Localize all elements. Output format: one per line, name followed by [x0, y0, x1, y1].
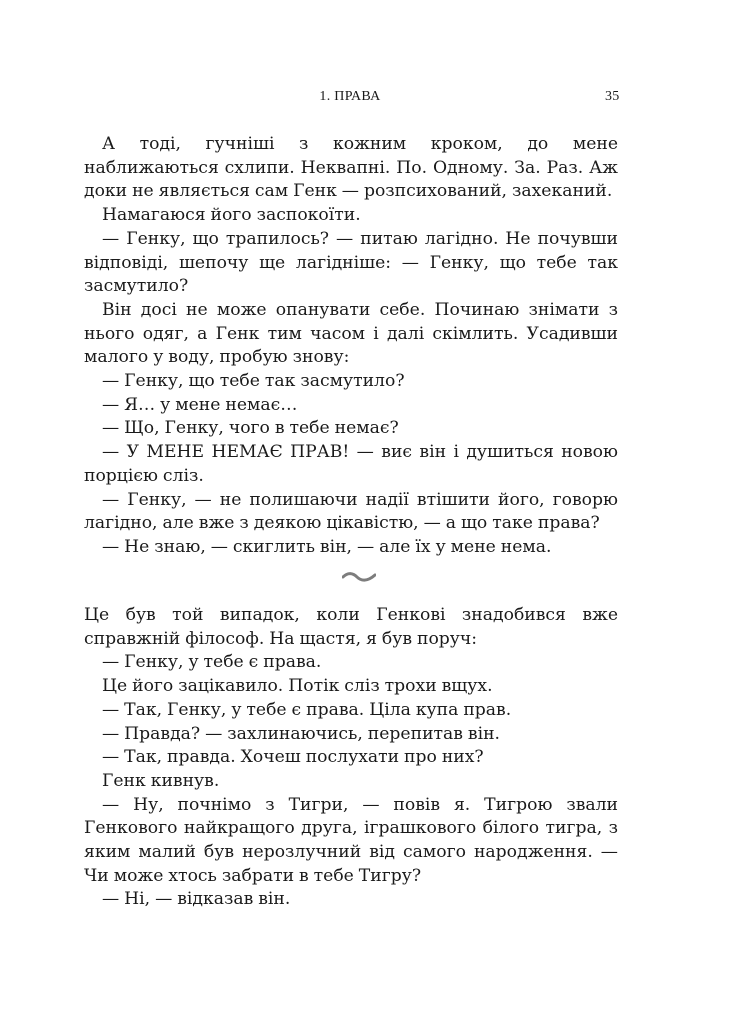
paragraph: — Генку, що тебе так засмутило? [102, 371, 405, 392]
section-2-text [84, 604, 618, 912]
paragraph: Намагаюся його заспокоїти. [102, 205, 361, 226]
paragraph: — Генку, у тебе є права. [102, 652, 322, 673]
wavy-line-ornament-icon [342, 570, 376, 584]
running-title: 1. ПРАВА [319, 89, 381, 104]
paragraph: Це його зацікавило. Потік сліз трохи вщух. [102, 676, 493, 697]
paragraph: — Так, Генку, у тебе є права. Ціла купа прав. [102, 699, 512, 720]
paragraph: Він досі не може опанувати себе. Починаю знімати з нього одяг, а Генк тим часом і далі скімлить. Усадивши малого у воду, пробую знову: [84, 299, 618, 368]
paragraph: — Правда? — захлинаючись, перепитав він. [102, 723, 501, 744]
paragraph: — Я… у мене немає… [102, 394, 298, 415]
paragraph: — Ну, почнімо з Тигри, — повів я. Тигрою звали Генкового найкращого друга, іграшкового білого тигра, з яким малий був нерозлучний від самого народження. — Чи може хтось забрати в тебе Тигру? [84, 794, 618, 886]
paragraph: Це був той випадок, коли Генкові знадобився вже справжній філософ. На щастя, я був поруч: [84, 605, 618, 649]
section-1-text [84, 133, 618, 560]
paragraph: А тоді, гучніші з кожним кроком, до мене наближаються схлипи. Неквапні. По. Одному. За. Раз. Аж доки не являється сам Генк — розпсихований, захеканий. [84, 134, 618, 202]
paragraph: — Ні, — відказав він. [102, 889, 291, 910]
paragraph: — Генку, що трапилось? — питаю лагідно. Не почувши відповіді, шепочу ще лагідніше: — Генку, що тебе так засмутило? [84, 228, 618, 297]
paragraph: Генк кивнув. [102, 770, 220, 791]
page-number: 35 [605, 89, 620, 104]
paragraph: — Генку, — не полишаючи надії втішити його, говорю лагідно, але вже з деякою цікавістю, — а що таке права? [84, 489, 618, 534]
paragraph: — Так, правда. Хочеш послухати про них? [102, 747, 484, 768]
paragraph: — Що, Генку, чого в тебе немає? [102, 418, 399, 439]
paragraph: — У МЕНЕ НЕМАЄ ПРАВ! — виє він і душиться новою порцією сліз. [84, 442, 618, 486]
paragraph: — Не знаю, — скиглить він, — але їх у мене нема. [102, 536, 552, 557]
